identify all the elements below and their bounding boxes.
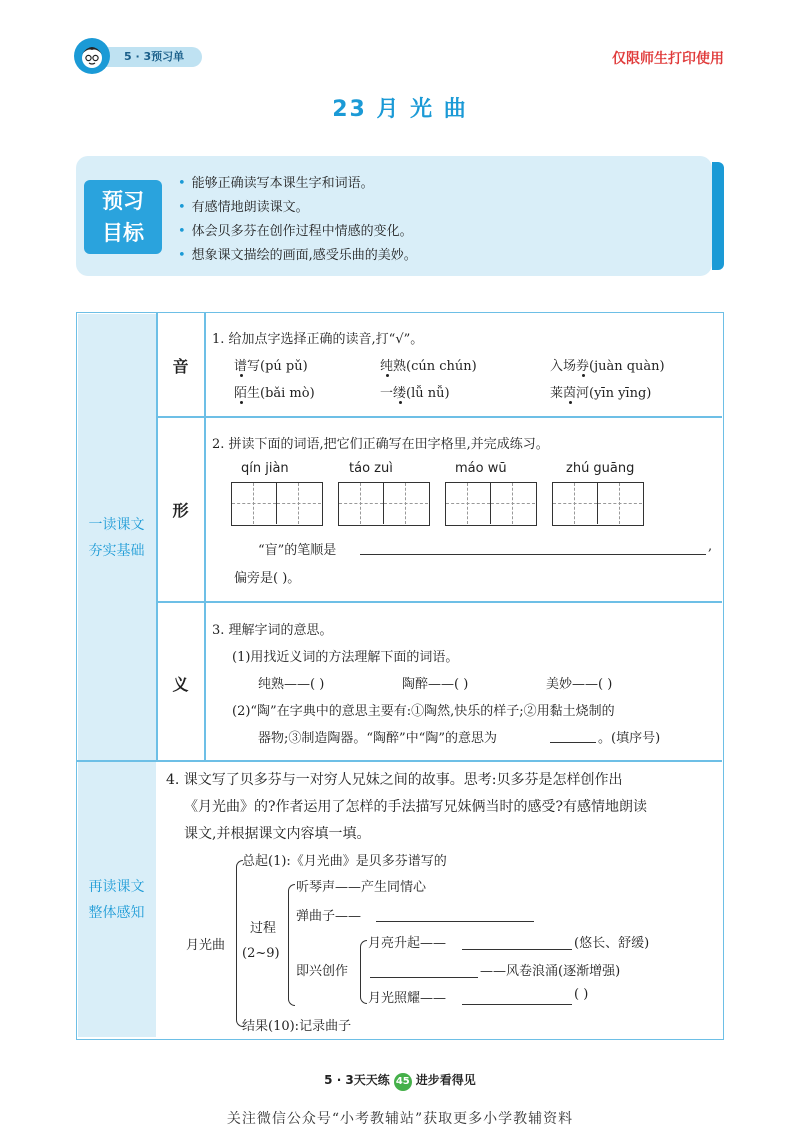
emphasis-dot	[240, 401, 243, 404]
q4-line: 课文,并根据课文内容填一填。	[184, 826, 371, 842]
stroke-order-prompt: “盲”的笔顺是	[258, 543, 337, 558]
pinyin-choice[interactable]: 一缕(lǚ nǚ)	[380, 386, 450, 401]
emphasis-dot	[569, 401, 572, 404]
q3-sub2-cont: 器物;③制造陶器。“陶醉”中“陶”的意思为	[258, 731, 497, 746]
synonym-blank[interactable]: 美妙——( )	[546, 677, 613, 692]
section2-label	[77, 874, 156, 926]
label-yin: 音	[172, 357, 189, 376]
pinyin-label: máo wū	[455, 461, 507, 476]
label-yi: 义	[172, 675, 189, 694]
emphasis-dot	[386, 374, 389, 377]
answer-blank[interactable]	[462, 1004, 572, 1005]
pinyin-label: zhú guāng	[566, 461, 635, 476]
goal-item: • 能够正确读写本课生字和词语。	[178, 172, 698, 196]
diagram-yueguang-note[interactable]: ( )	[574, 987, 589, 1002]
pinyin-choice[interactable]: 莱茵河(yīn yīng)	[550, 386, 652, 401]
q2-prompt: 2. 拼读下面的词语,把它们正确写在田字格里,并完成练习。	[212, 437, 549, 452]
stroke-order-blank[interactable]	[360, 554, 706, 555]
diagram-tingqin: 听琴声——产生同情心	[296, 880, 427, 895]
emphasis-dot	[399, 401, 402, 404]
footer-right: 进步看得见	[415, 1073, 476, 1087]
page-number: 45	[394, 1073, 412, 1091]
pinyin-choice[interactable]: 纯熟(cún chún)	[380, 359, 477, 374]
stroke-order-end: ,	[708, 539, 713, 554]
brace	[236, 860, 243, 1027]
tian-grid[interactable]	[552, 482, 644, 526]
diagram-yueliang-note: (悠长、舒缓)	[574, 936, 650, 951]
pinyin-choice[interactable]: 陌生(bǎi mò)	[234, 386, 315, 401]
answer-blank[interactable]	[376, 921, 534, 922]
diagram-yueliang: 月亮升起——	[368, 936, 447, 951]
diagram-tanqu: 弹曲子——	[296, 909, 362, 924]
goals-tag-line1: 预习	[102, 189, 144, 213]
answer-blank[interactable]	[462, 949, 572, 950]
section1-label-line2: 夯实基础	[88, 543, 145, 559]
goals-edge	[712, 162, 724, 270]
series-label: 5 · 3预习单	[96, 47, 202, 67]
divider	[156, 416, 722, 418]
footer	[0, 1071, 800, 1091]
print-notice: 仅限师生打印使用	[612, 51, 724, 67]
goal-item: • 有感情地朗读课文。	[178, 196, 698, 220]
tian-grid[interactable]	[445, 482, 537, 526]
synonym-blank[interactable]: 纯熟——( )	[258, 677, 325, 692]
divider	[204, 312, 206, 761]
diagram-zongqi: 总起(1):《月光曲》是贝多芬谱写的	[242, 854, 447, 869]
pinyin-choice[interactable]: 谱写(pú pǔ)	[234, 359, 308, 374]
tian-grid[interactable]	[231, 482, 323, 526]
diagram-range: (2~9)	[242, 946, 280, 961]
q3-sub2-end: 。(填序号)	[598, 731, 661, 746]
section1-label-line1: 一读课文	[88, 517, 145, 533]
q4-line: 《月光曲》的?作者运用了怎样的手法描写兄妹俩当时的感受?有感情地朗读	[184, 799, 648, 815]
q4-line: 4. 课文写了贝多芬与一对穷人兄妹之间的故事。思考:贝多芬是怎样创作出	[166, 772, 623, 788]
diagram-yueguang: 月光照耀——	[368, 991, 447, 1006]
goals-tag	[84, 180, 162, 254]
goals-list	[178, 172, 698, 268]
meaning-blank[interactable]	[550, 742, 596, 743]
q3-sub1: (1)用找近义词的方法理解下面的词语。	[232, 650, 459, 665]
section2-label-line1: 再读课文	[88, 879, 145, 895]
goals-tag-line2: 目标	[102, 221, 144, 245]
watermark: 关注微信公众号“小考教辅站”获取更多小学教辅资料	[226, 1111, 574, 1127]
answer-blank[interactable]	[370, 977, 478, 978]
emphasis-dot	[240, 374, 243, 377]
diagram-root: 月光曲	[186, 938, 226, 953]
pinyin-choice[interactable]: 入场券(juàn quàn)	[550, 359, 665, 374]
tian-grid[interactable]	[338, 482, 430, 526]
brace	[288, 884, 295, 1006]
mascot-icon	[74, 38, 110, 74]
diagram-fengjuan: ——风卷浪涌(逐渐增强)	[480, 964, 621, 979]
divider	[76, 760, 722, 762]
series-badge	[74, 38, 204, 74]
label-xing: 形	[172, 501, 189, 520]
section2-label-line2: 整体感知	[88, 905, 145, 921]
diagram-jieguo: 结果(10):记录曲子	[242, 1019, 352, 1034]
divider	[156, 601, 722, 603]
pinyin-label: qín jiàn	[241, 461, 289, 476]
lesson-title: 23 月 光 曲	[332, 97, 468, 122]
radical-prompt[interactable]: 偏旁是( )。	[234, 571, 301, 586]
diagram-jixing: 即兴创作	[296, 964, 349, 979]
goal-item: • 想象课文描绘的画面,感受乐曲的美妙。	[178, 244, 698, 268]
synonym-blank[interactable]: 陶醉——( )	[402, 677, 469, 692]
q3-sub2: (2)“陶”在字典中的意思主要有:①陶然,快乐的样子;②用黏土烧制的	[232, 704, 615, 719]
goal-item: • 体会贝多芬在创作过程中情感的变化。	[178, 220, 698, 244]
brace	[360, 940, 367, 1004]
q3-prompt: 3. 理解字词的意思。	[212, 623, 333, 638]
section-label-column	[78, 314, 156, 1037]
diagram-guocheng: 过程	[250, 921, 277, 936]
section1-label	[77, 512, 156, 564]
footer-left: 5 · 3天天练	[324, 1073, 390, 1087]
pinyin-label: táo zuì	[349, 461, 393, 476]
emphasis-dot	[582, 374, 585, 377]
q1-prompt: 1. 给加点字选择正确的读音,打“√”。	[212, 332, 424, 347]
